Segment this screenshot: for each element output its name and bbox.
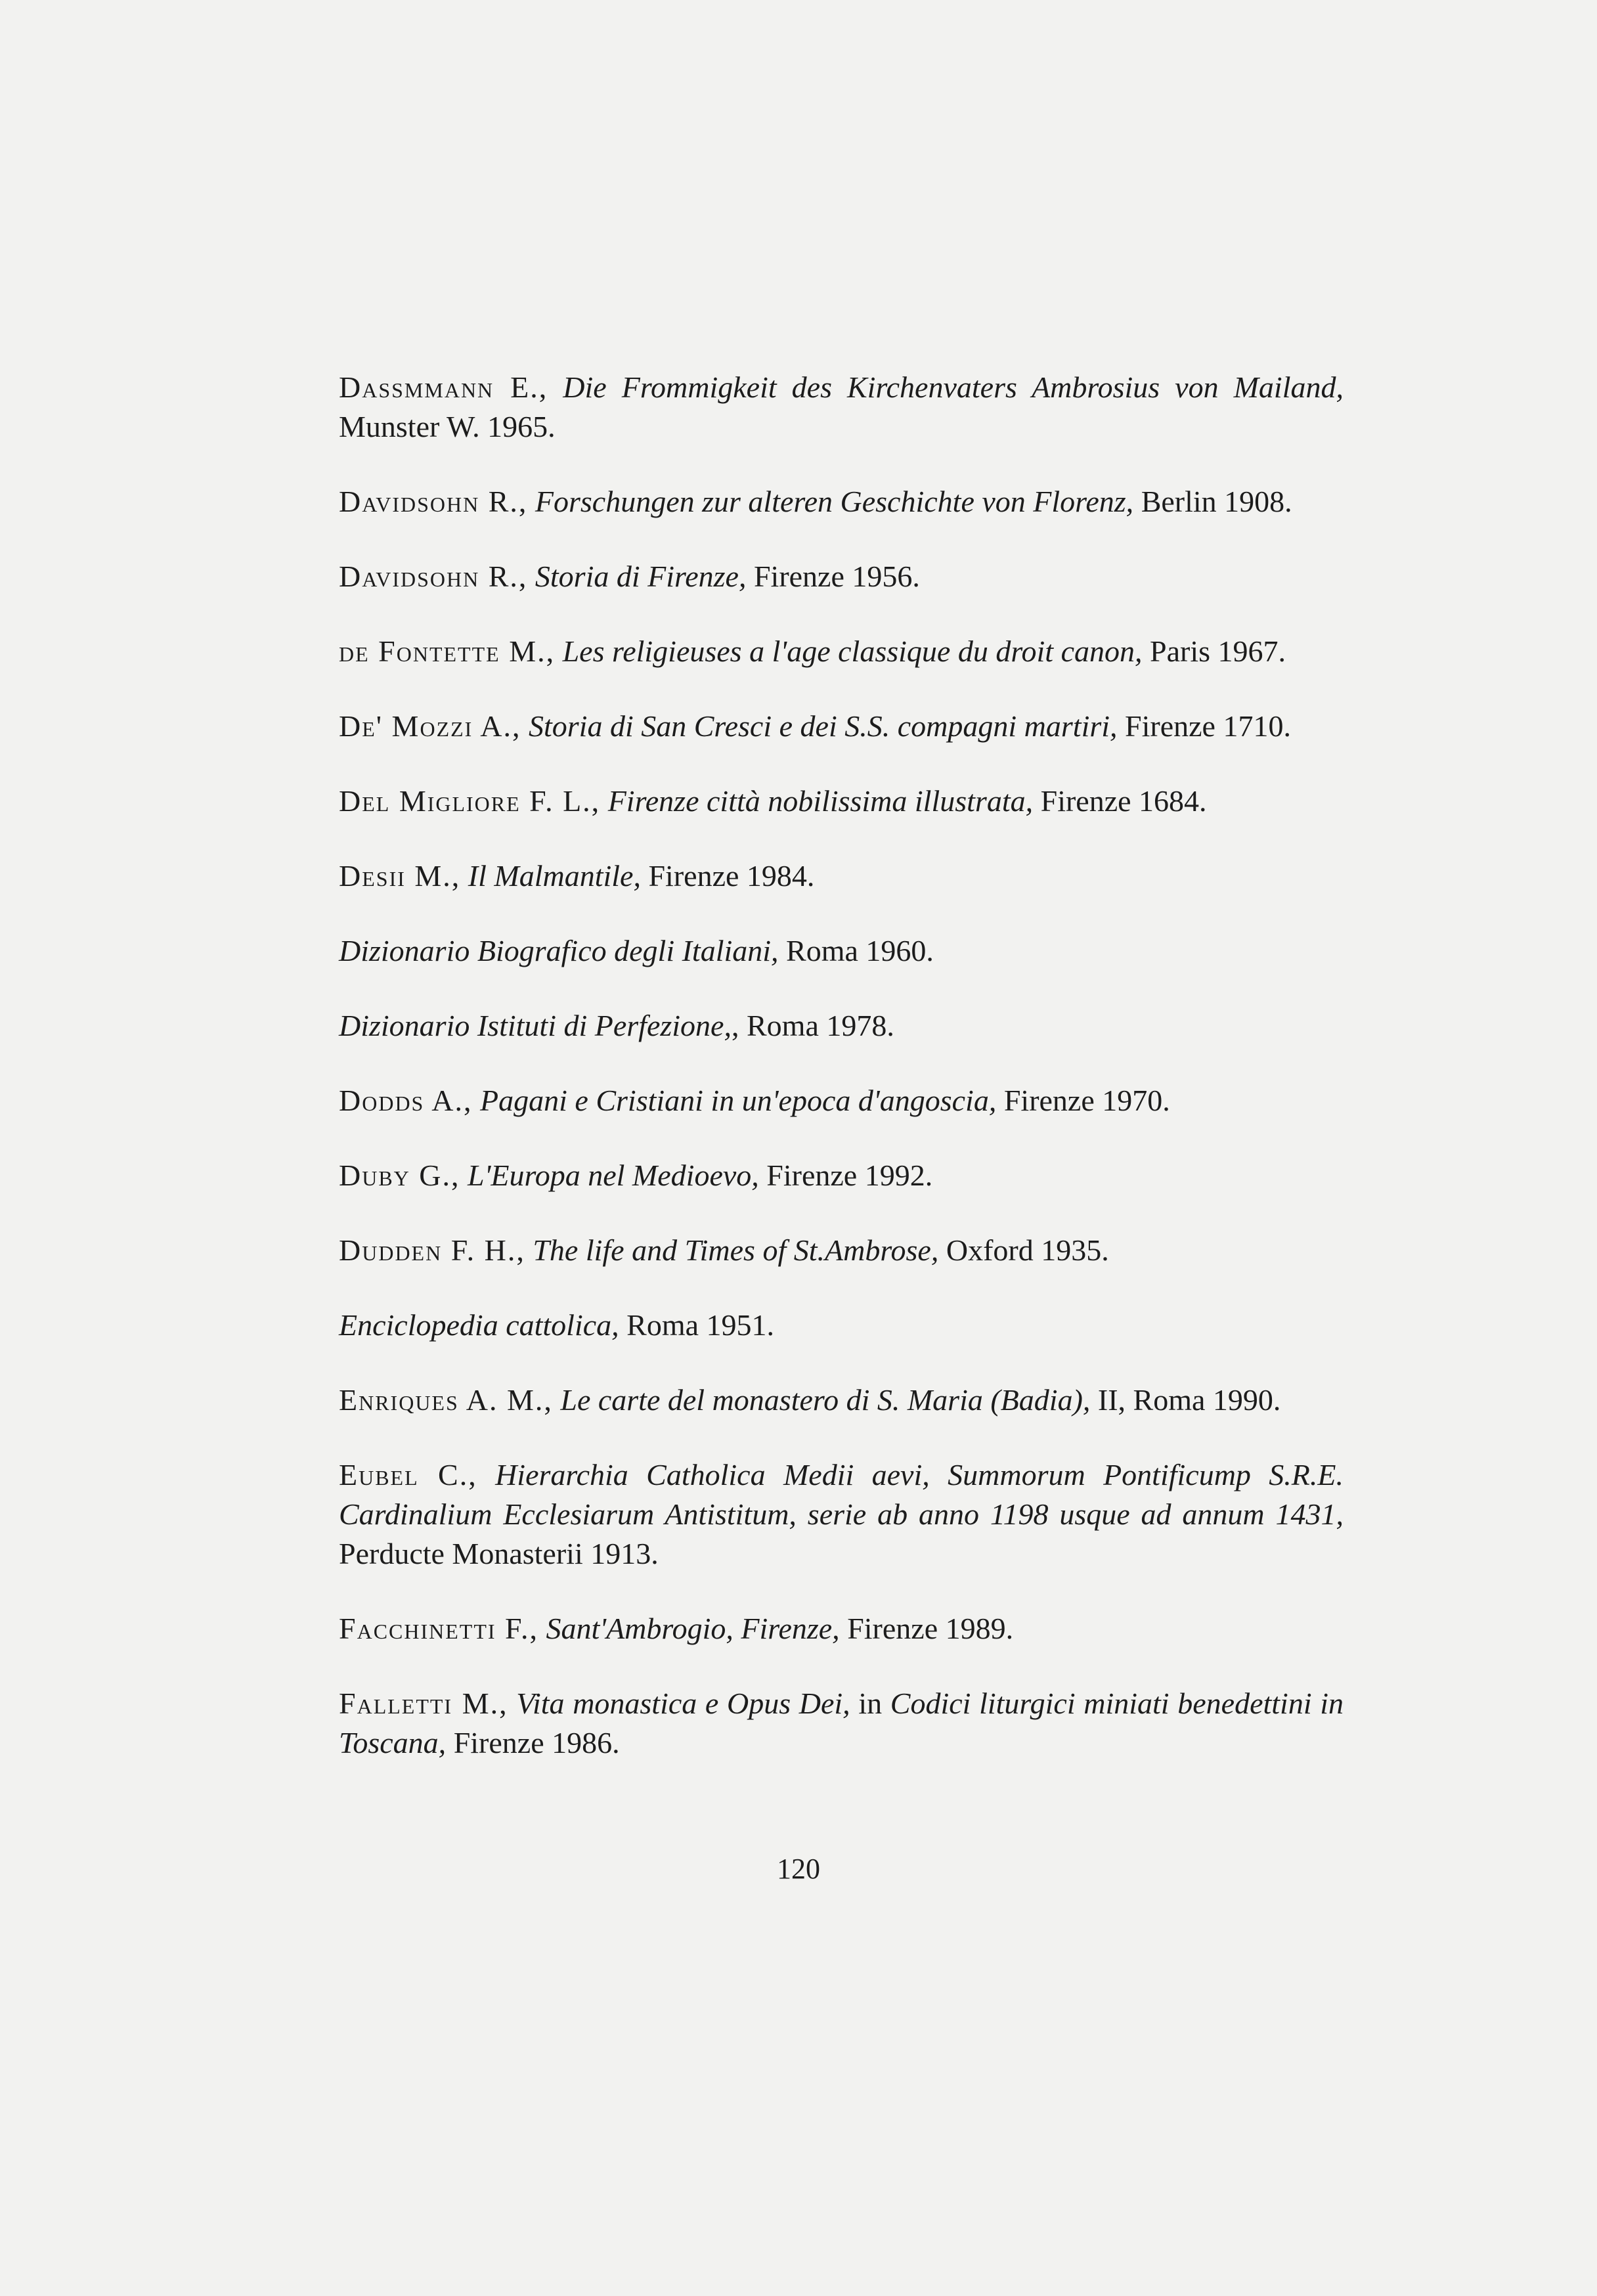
entry-title: Forschungen zur alteren Geschichte von Florenz, xyxy=(535,485,1134,518)
entry-title: Hierarchia Catholica Medii aevi, Summorum Pontificump S.R.E. Cardinalium Ecclesiarum Antistitum, serie ab anno 1198 usque ad annum 1431, xyxy=(339,1458,1344,1531)
entry-author: Dassmmann E., xyxy=(339,370,548,404)
entry-publication: Firenze 1992. xyxy=(766,1159,933,1192)
bibliography-entry xyxy=(339,1306,1344,1345)
bibliography-entry xyxy=(339,1380,1344,1420)
entry-publication: Firenze 1956. xyxy=(753,560,920,593)
page-number: 120 xyxy=(777,1853,820,1885)
entry-author: Davidsohn R., xyxy=(339,485,528,518)
entry-author: Desii M., xyxy=(339,859,461,893)
entry-title: Enciclopedia cattolica, xyxy=(339,1308,619,1342)
bibliography-entry xyxy=(339,931,1344,971)
entry-author: de Fontette M., xyxy=(339,634,556,668)
entry-title: L'Europa nel Medioevo, xyxy=(468,1159,759,1192)
entry-publication: Oxford 1935. xyxy=(946,1233,1109,1267)
bibliography-list xyxy=(339,368,1344,1798)
entry-publication: Munster W. 1965. xyxy=(339,410,556,443)
bibliography-entry xyxy=(339,1455,1344,1574)
entry-title: Dizionario Istituti di Perfezione, xyxy=(339,1009,732,1042)
entry-title: Les religieuses a l'age classique du droit canon, xyxy=(562,634,1143,668)
entry-author: Davidsohn R., xyxy=(339,560,528,593)
entry-author: Enriques A. M., xyxy=(339,1383,553,1417)
entry-author: Del Migliore F. L., xyxy=(339,784,601,818)
entry-publication: Firenze 1710. xyxy=(1125,709,1291,743)
entry-title: Vita monastica e Opus Dei, xyxy=(516,1687,850,1720)
bibliography-entry xyxy=(339,1081,1344,1120)
bibliography-entry xyxy=(339,707,1344,746)
entry-publication: Perducte Monasterii 1913. xyxy=(339,1537,659,1570)
bibliography-entry xyxy=(339,1156,1344,1195)
bibliography-entry xyxy=(339,1684,1344,1763)
entry-publication: Firenze 1989. xyxy=(847,1612,1014,1645)
entry-author: Facchinetti F., xyxy=(339,1612,538,1645)
bibliography-entry xyxy=(339,782,1344,821)
entry-title: Le carte del monastero di S. Maria (Badia), xyxy=(560,1383,1091,1417)
entry-connector: in xyxy=(858,1687,883,1720)
entry-title: Storia di Firenze, xyxy=(535,560,747,593)
bibliography-entry xyxy=(339,856,1344,896)
entry-publication: Firenze 1684. xyxy=(1040,784,1207,818)
entry-publication: Roma 1951. xyxy=(626,1308,775,1342)
entry-author: De' Mozzi A., xyxy=(339,709,521,743)
entry-publication: Firenze 1986. xyxy=(453,1726,620,1759)
entry-author: Falletti M., xyxy=(339,1687,508,1720)
entry-publication: Firenze 1970. xyxy=(1003,1084,1170,1117)
entry-author: Dudden F. H., xyxy=(339,1233,525,1267)
bibliography-entry xyxy=(339,557,1344,596)
entry-publication: , Roma 1978. xyxy=(731,1009,894,1042)
entry-publication: Firenze 1984. xyxy=(648,859,815,893)
entry-publication: Paris 1967. xyxy=(1150,634,1286,668)
entry-title: Pagani e Cristiani in un'epoca d'angoscia, xyxy=(480,1084,997,1117)
entry-title: Il Malmantile, xyxy=(468,859,641,893)
bibliography-entry xyxy=(339,632,1344,671)
entry-title: Firenze città nobilissima illustrata, xyxy=(607,784,1034,818)
entry-publication: Berlin 1908. xyxy=(1141,485,1292,518)
bibliography-entry xyxy=(339,368,1344,447)
entry-author: Dodds A., xyxy=(339,1084,473,1117)
entry-author: Eubel C., xyxy=(339,1458,477,1491)
entry-title: Die Frommigkeit des Kirchenvaters Ambrosius von Mailand, xyxy=(563,370,1344,404)
entry-author: Duby G., xyxy=(339,1159,460,1192)
bibliography-entry xyxy=(339,482,1344,521)
entry-title: Storia di San Cresci e dei S.S. compagni martiri, xyxy=(529,709,1118,743)
entry-title: Sant'Ambrogio, Firenze, xyxy=(546,1612,840,1645)
bibliography-entry xyxy=(339,1609,1344,1648)
entry-title: Dizionario Biografico degli Italiani, xyxy=(339,934,779,967)
entry-publication: II, Roma 1990. xyxy=(1097,1383,1281,1417)
entry-publication: Roma 1960. xyxy=(786,934,934,967)
entry-title: The life and Times of St.Ambrose, xyxy=(533,1233,939,1267)
bibliography-entry xyxy=(339,1006,1344,1046)
entry-collection-title: Codici liturgici miniati benedettini in Toscana, xyxy=(339,1687,1344,1759)
bibliography-entry xyxy=(339,1231,1344,1270)
